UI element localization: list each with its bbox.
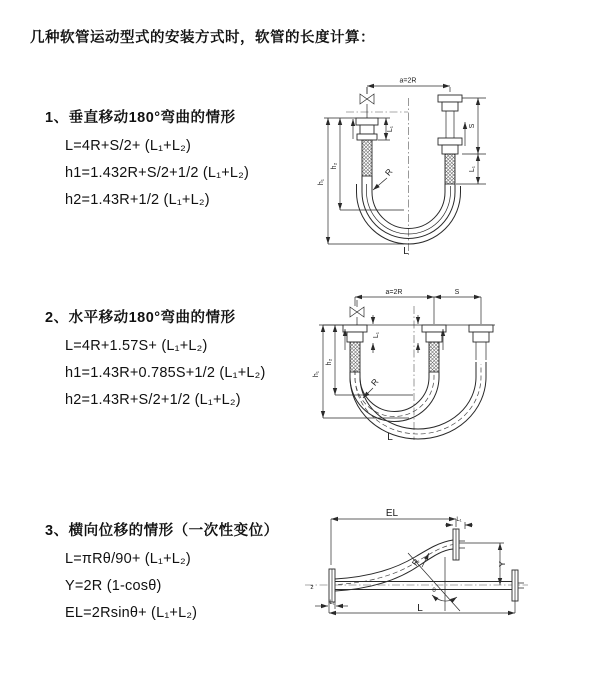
- centerline-mark: z: [310, 584, 314, 591]
- height-inner-label: h₂: [326, 358, 333, 366]
- radius-callout: [373, 167, 395, 190]
- middle-pipe-fitting: [422, 325, 446, 372]
- diagram-lateral-displacement: [300, 505, 600, 645]
- page-title: 几种软管运动型式的安装方式时，软管的长度计算：: [30, 30, 375, 46]
- top-flange: [453, 529, 465, 560]
- formula-length: L=4R+S/2+ (L₁+L₂): [65, 138, 191, 154]
- formula-h1: h1=1.432R+S/2+1/2 (L₁+L₂): [65, 165, 250, 181]
- section-vertical-bend: [45, 106, 249, 208]
- valve-icon: [350, 300, 364, 325]
- dimension-fitting: [373, 315, 418, 353]
- diagram-horizontal-180-bend: [310, 282, 600, 462]
- dimension-fitting-left: [378, 118, 394, 140]
- formula-h2: h2=1.43R+S/2+1/2 (L₁+L₂): [65, 392, 241, 408]
- hose-u-curves: [350, 362, 486, 439]
- section-lateral-displacement: [45, 519, 279, 621]
- span-dim-label: a=2R: [399, 77, 417, 85]
- stroke-dim-label: S: [469, 123, 476, 129]
- height-inner-label: h₂: [331, 162, 338, 170]
- y-dim-label: Y: [497, 561, 507, 567]
- el-dim-label: EL: [385, 508, 399, 519]
- radius-label: R: [409, 556, 422, 568]
- formula-length: L=4R+1.57S+ (L₁+L₂): [65, 338, 208, 354]
- angle-label: θ: [432, 587, 436, 594]
- formula-y: Y=2R (1-cosθ): [65, 578, 162, 594]
- dimension-y: [459, 543, 507, 585]
- height-outer-label: h₁: [318, 178, 325, 186]
- left-flange: [329, 569, 335, 602]
- section-1-heading: 1、垂直移动180°弯曲的情形: [45, 110, 236, 126]
- formula-el: EL=2Rsinθ+ (L₁+L₂): [65, 605, 198, 621]
- section-horizontal-bend: [45, 306, 266, 408]
- fitting-dim-label: L₁: [373, 331, 380, 339]
- fitting-right-dim-label: L₁: [469, 165, 476, 173]
- radius-label: R: [382, 166, 395, 178]
- radius-label: R: [368, 376, 381, 388]
- formula-length: L=πRθ/90+ (L₁+L₂): [65, 551, 191, 567]
- dimension-left-fitting: [315, 600, 348, 609]
- right-pipe-fitting: [438, 95, 462, 184]
- left-fitting-dim-label: L₁: [329, 600, 335, 606]
- stroke-dim-label: S: [454, 289, 460, 296]
- top-fitting-dim-label: L₁: [456, 517, 462, 523]
- span-dim-label: a=2R: [385, 289, 403, 296]
- section-3-heading: 3、横向位移的情形（一次性变位）: [45, 523, 279, 539]
- height-outer-label: h₁: [313, 370, 320, 378]
- straight-pipe: [335, 582, 524, 590]
- right-pipe-fitting: [469, 325, 493, 360]
- left-pipe-fitting: [343, 325, 367, 372]
- section-2-heading: 2、水平移动180°弯曲的情形: [45, 310, 236, 326]
- dimension-el: [331, 508, 456, 565]
- right-flange: [512, 570, 518, 601]
- dimension-bottom-l: [329, 601, 515, 614]
- left-pipe-fitting: [356, 118, 378, 176]
- formula-h2: h2=1.43R+1/2 (L₁+L₂): [65, 192, 210, 208]
- formula-h1: h1=1.43R+0.785S+1/2 (L₁+L₂): [65, 365, 266, 381]
- diagram-vertical-180-bend: [310, 70, 600, 260]
- length-label: L: [403, 246, 409, 257]
- dimension-span: [367, 78, 450, 95]
- fitting-left-dim-label: L₁: [387, 125, 394, 133]
- bottom-length-label: L: [417, 603, 423, 614]
- length-label: L: [387, 432, 393, 443]
